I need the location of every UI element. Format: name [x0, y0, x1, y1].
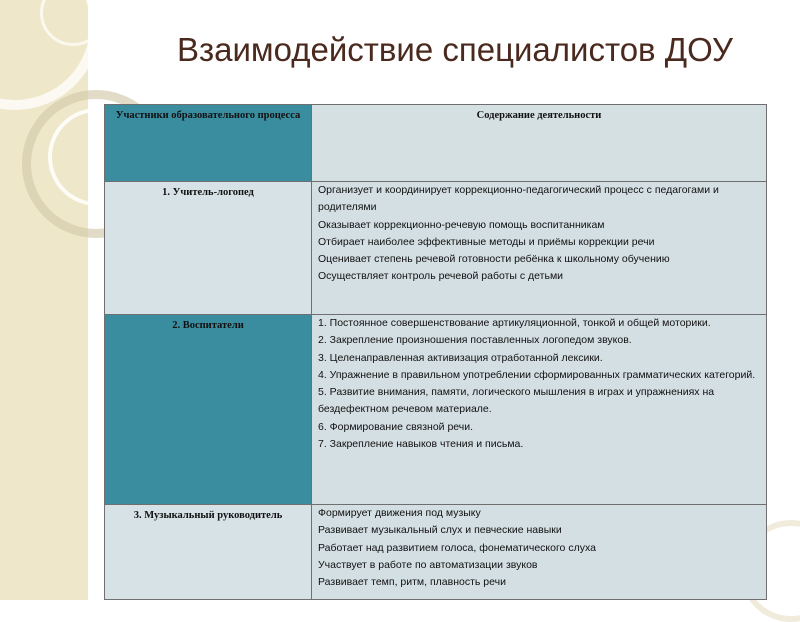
decorative-side-band	[0, 0, 88, 600]
activity-item: 1. Постоянное совершенствование артикуляционной, тонкой и общей моторики.	[318, 317, 711, 329]
specialists-table	[104, 104, 767, 600]
role-cell: 2. Воспитатели	[105, 315, 312, 505]
activity-item: 3. Целенаправленная активизация отработанной лексики.	[318, 351, 603, 364]
activity-item: Развивает музыкальный слух и певческие навыки	[318, 524, 562, 537]
activity-item: Оказывает коррекционно-речевую помощь воспитанникам	[318, 218, 605, 231]
role-cell: 1. Учитель-логопед	[105, 182, 312, 315]
activities-cell	[312, 505, 767, 600]
activity-item: 5. Развитие внимания, памяти, логического мышления в играх и упражнениях на бездефектном речевом материале.	[318, 386, 715, 416]
activity-item: 4. Упражнение в правильном употреблении сформированных грамматических категорий.	[318, 368, 756, 381]
role-cell: 3. Музыкальный руководитель	[105, 505, 312, 600]
slide-title: Взаимодействие специалистов ДОУ	[176, 31, 734, 68]
table-row	[105, 505, 767, 600]
activity-item: Организует и координирует коррекционно-педагогический процесс с педагогами и родителями	[318, 184, 719, 214]
table-row	[105, 182, 767, 315]
activity-item: Развивает темп, ритм, плавность речи	[318, 576, 506, 589]
activity-item: Оценивает степень речевой готовности ребёнка к школьному обучению	[318, 253, 670, 266]
activity-item: Осуществляет контроль речевой работы с детьми	[318, 270, 564, 283]
activity-item: 6. Формирование связной речи.	[318, 420, 474, 433]
header-content: Содержание деятельности	[312, 105, 767, 182]
activities-cell	[312, 315, 767, 505]
activity-item: 2. Закрепление произношения поставленных логопедом звуков.	[318, 334, 632, 347]
activity-item: 7. Закрепление навыков чтения и письма.	[318, 438, 524, 451]
activities-cell	[312, 182, 767, 315]
activity-item: Участвует в работе по автоматизации звуков	[318, 558, 538, 571]
activity-item: Работает над развитием голоса, фонематического слуха	[318, 541, 596, 554]
table-header-row	[105, 105, 767, 182]
header-participants: Участники образовательного процесса	[105, 105, 312, 182]
activity-item: Отбирает наиболее эффективные методы и приёмы коррекции речи	[318, 235, 655, 248]
activity-item: Формирует движения под музыку	[318, 507, 481, 519]
table-row	[105, 315, 767, 505]
